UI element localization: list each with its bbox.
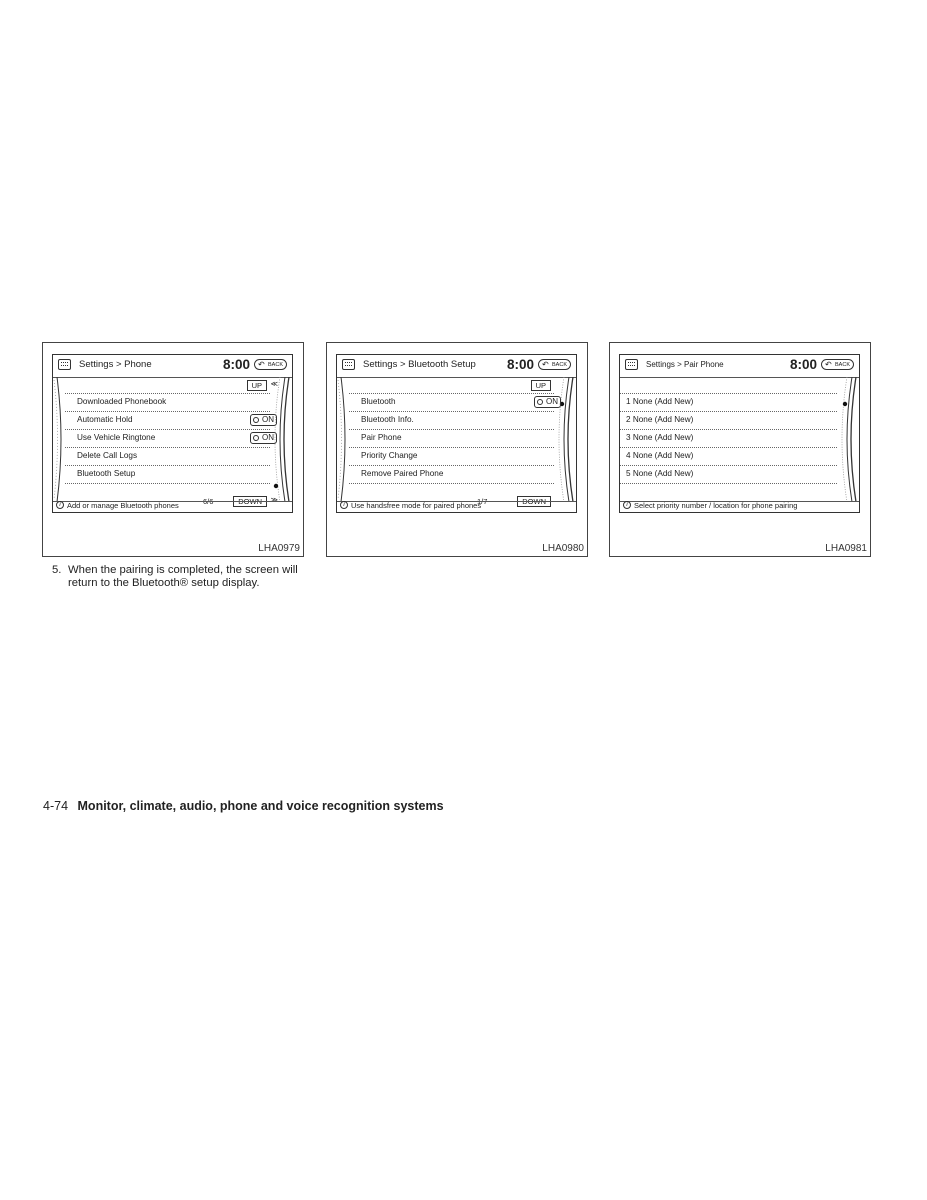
list-item[interactable] xyxy=(626,447,826,465)
page-footer xyxy=(43,799,444,813)
list-item[interactable] xyxy=(77,393,277,411)
list-item[interactable] xyxy=(77,411,277,429)
step-text: When the pairing is completed, the screen will return to the Bluetooth® setup display. xyxy=(68,564,298,589)
list-item-label: Delete Call Logs xyxy=(77,451,138,460)
display-screen xyxy=(52,354,293,513)
list-item-label: Pair Phone xyxy=(361,433,402,442)
back-button[interactable] xyxy=(538,359,571,370)
list-item-label: Bluetooth Setup xyxy=(77,469,136,478)
display-screen xyxy=(336,354,577,513)
list-item-label: Priority Change xyxy=(361,451,418,460)
list-item[interactable] xyxy=(77,429,277,447)
menu-icon[interactable] xyxy=(625,359,638,370)
back-button[interactable] xyxy=(821,359,854,370)
list-item[interactable] xyxy=(361,411,561,429)
page-indicator: 6/6 xyxy=(203,497,214,506)
left-scroll-rail xyxy=(337,377,349,502)
list-item-label: Remove Paired Phone xyxy=(361,469,444,478)
on-toggle[interactable]: ON xyxy=(250,414,277,426)
list-item-label: 2 None (Add New) xyxy=(626,415,694,424)
screen-footer xyxy=(53,499,292,512)
list-item-label: 4 None (Add New) xyxy=(626,451,694,460)
list-item[interactable] xyxy=(361,465,561,483)
on-toggle[interactable]: ON xyxy=(250,432,277,444)
list-item[interactable] xyxy=(626,411,826,429)
list-item[interactable] xyxy=(626,393,826,411)
screen-header xyxy=(620,355,859,377)
screen-footer xyxy=(620,499,859,512)
scroll-down-icon[interactable]: ≫ xyxy=(270,497,278,504)
up-button[interactable]: UP xyxy=(531,380,551,391)
list-item-label: Bluetooth xyxy=(361,397,396,406)
screen-title: Settings > Phone xyxy=(79,359,152,370)
on-toggle[interactable]: ON xyxy=(534,396,561,408)
page-number: 4-74 xyxy=(43,799,69,813)
info-icon: i xyxy=(340,501,348,509)
back-button[interactable] xyxy=(254,359,287,370)
footer-text: Select priority number / location for phone pairing xyxy=(634,501,798,510)
screen-footer xyxy=(337,499,576,512)
list-item-label: Automatic Hold xyxy=(77,415,133,424)
list-item[interactable] xyxy=(77,447,277,465)
figure-code: LHA0979 xyxy=(258,543,300,554)
list-item-label: Use Vehicle Ringtone xyxy=(77,433,156,442)
back-arrow-icon: ↶ xyxy=(258,360,265,369)
list-item-label: 3 None (Add New) xyxy=(626,433,694,442)
info-icon: i xyxy=(56,501,64,509)
list-item[interactable] xyxy=(361,393,561,411)
menu-icon[interactable] xyxy=(58,359,71,370)
figure-phone-settings xyxy=(42,342,304,557)
list-item[interactable] xyxy=(626,465,826,483)
display-screen xyxy=(619,354,860,513)
down-button[interactable]: DOWN xyxy=(517,496,551,507)
list-item[interactable] xyxy=(361,429,561,447)
clock: 8:00 xyxy=(789,357,817,372)
up-button[interactable]: UP xyxy=(247,380,267,391)
left-scroll-rail xyxy=(53,377,65,502)
screen-title: Settings > Bluetooth Setup xyxy=(363,359,476,370)
list-item[interactable] xyxy=(361,447,561,465)
list-item-label: 1 None (Add New) xyxy=(626,397,694,406)
screen-header xyxy=(53,355,292,377)
section-title: Monitor, climate, audio, phone and voice recognition systems xyxy=(77,799,444,813)
list-item-label: Downloaded Phonebook xyxy=(77,397,167,406)
page-indicator: 1/7 xyxy=(477,497,488,506)
step-caption xyxy=(52,564,312,590)
figure-bluetooth-setup xyxy=(326,342,588,557)
footer-text: Add or manage Bluetooth phones xyxy=(67,501,179,510)
info-icon: i xyxy=(623,501,631,509)
back-label: BACK xyxy=(268,362,283,368)
back-arrow-icon: ↶ xyxy=(542,360,549,369)
screen-header xyxy=(337,355,576,377)
list-item-label: 5 None (Add New) xyxy=(626,469,694,478)
back-label: BACK xyxy=(835,362,850,368)
scroll-up-icon[interactable]: ≪ xyxy=(270,381,278,388)
right-scroll-rail xyxy=(837,377,859,502)
back-arrow-icon: ↶ xyxy=(825,360,832,369)
list-item[interactable] xyxy=(626,429,826,447)
footer-text: Use handsfree mode for paired phones xyxy=(351,501,482,510)
down-button[interactable]: DOWN xyxy=(233,496,267,507)
screen-title: Settings > Pair Phone xyxy=(646,360,724,369)
figure-code: LHA0980 xyxy=(542,543,584,554)
back-label: BACK xyxy=(552,362,567,368)
figure-code: LHA0981 xyxy=(825,543,867,554)
clock: 8:00 xyxy=(506,357,534,372)
list-item[interactable] xyxy=(77,465,277,483)
clock: 8:00 xyxy=(222,357,250,372)
figure-pair-phone xyxy=(609,342,871,557)
menu-icon[interactable] xyxy=(342,359,355,370)
list-item-label: Bluetooth Info. xyxy=(361,415,414,424)
step-number: 5. xyxy=(52,564,62,576)
